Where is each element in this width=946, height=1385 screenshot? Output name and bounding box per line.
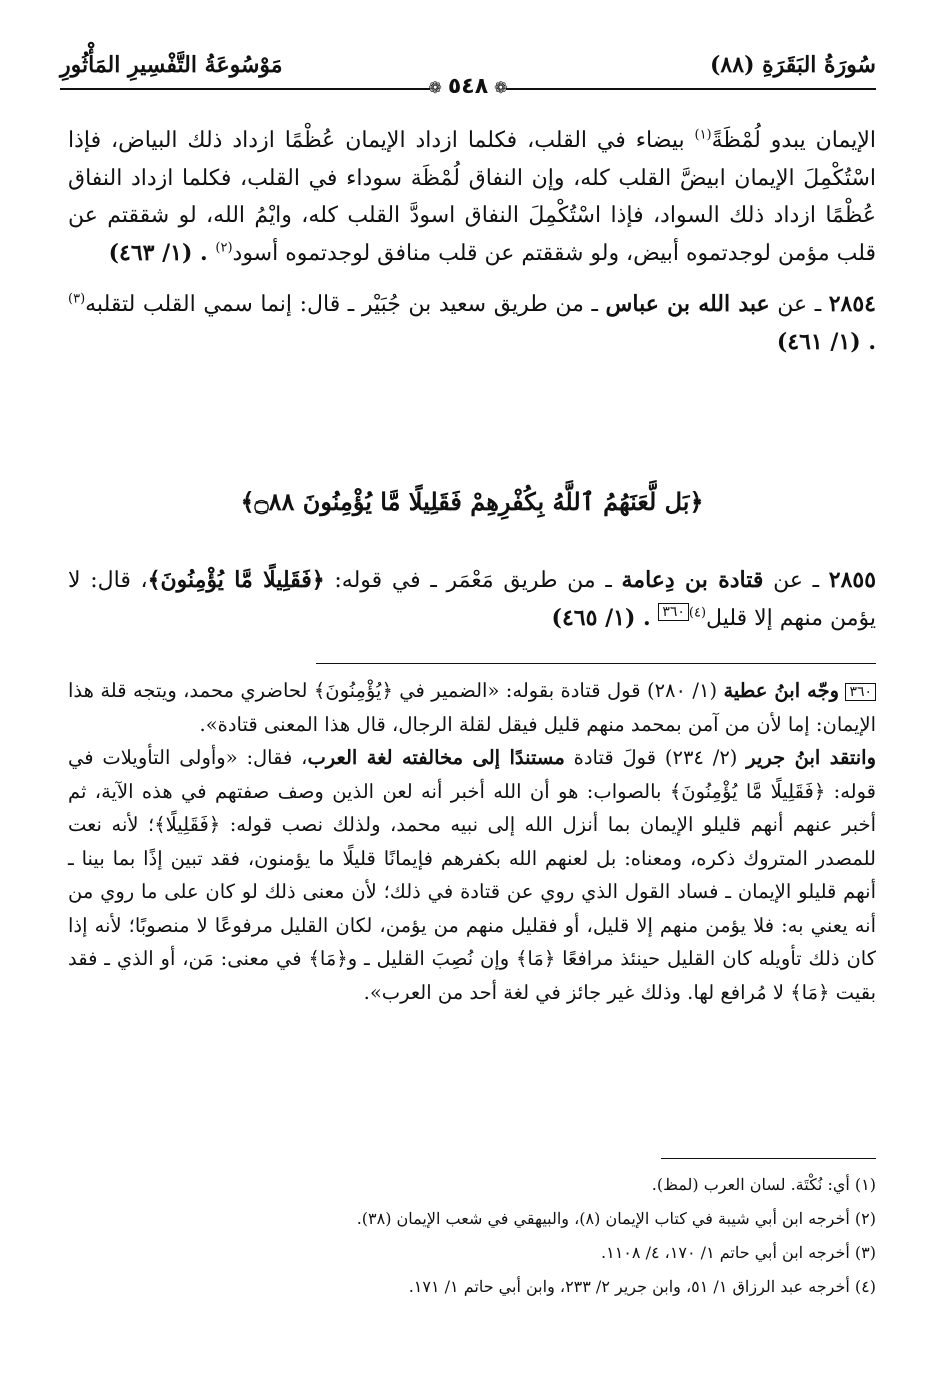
page-number-text: ٥٤٨	[447, 74, 489, 99]
footnotes	[68, 1168, 876, 1304]
book-title: مَوْسُوعَةُ التَّفْسِيرِ المَأْثُورِ	[60, 52, 283, 78]
footnote-divider	[661, 1158, 876, 1159]
narration-text: ـ من طريق مَعْمَر ـ في قوله:	[324, 568, 622, 593]
narration-text: ـ عن	[763, 568, 829, 593]
footnote-marker: (١)	[694, 127, 712, 143]
passage-continued	[68, 122, 876, 272]
commentary-tag: ٣٦٠	[845, 683, 876, 701]
commentary-lead: وانتقد ابنُ جرير	[746, 746, 876, 769]
narration-text: ـ عن	[769, 292, 829, 317]
narration-text: ـ من طريق سعيد بن جُبَيْر ـ قال: إنما سمي القلب لتقلبه	[85, 292, 606, 317]
footnote-marker: (٢)	[215, 240, 233, 256]
running-header	[60, 48, 876, 99]
passage-text: الإيمان يبدو لُمْظَةً	[711, 128, 876, 153]
footnote-marker: (٣)	[68, 291, 86, 307]
commentary-text: (٢/ ٢٣٤) قولَ قتادة	[564, 746, 747, 769]
commentary-marker: ٣٦٠	[658, 603, 689, 621]
narration-2854	[68, 286, 876, 361]
narration-text: ، قال: لا يؤمن منهم إلا قليل	[68, 568, 876, 631]
page-number	[60, 74, 876, 99]
commentary-text: ، فقال: «وأولى التأويلات في قوله: ﴿فَقَلِيلًا مَّا يُؤْمِنُونَ﴾ بالصواب: هو أن الله أخبر أنه لعن الذين وصف صفتهم في هذه الآية، ثم أخبر عنهم أنهم قليلو الإيمان بما أنزل الله إلى نبيه محمد، ولذلك نصب قوله: ﴿فَقَلِيلًا﴾؛ لأنه نعت للمصدر المتروك ذكره، ومعناه: بل لعنهم الله بكفرهم فإيمانًا قليلًا ما يؤمنون، فقد تبين إذًا بما بينا ـ أنهم قليلو الإيمان ـ فساد القول الذي روي عن قتادة في ذلك؛ لأن معنى ذلك لو كان على ما روي من أنه يعني به: فلا يؤمن منهم إلا قليل، أو فقليل منهم من يؤمن، لكان القليل مرفوعًا لا منصوبًا؛ لأنه إذا كان ذلك تأويله كان القليل حينئذ مرافعًا ﴿مَا﴾ وإن نُصِبَ القليل ـ و﴿مَا﴾ في معنى: مَن، أو الذي ـ فقد بقيت ﴿مَا﴾ لا مُرافع لها. وذلك غير جائز في لغة أحد من العرب».	[68, 746, 876, 1004]
surah-title: سُورَةُ البَقَرَةِ (٨٨)	[710, 52, 876, 78]
footnote-4: (٤) أخرجه عبد الرزاق ١/ ٥١، وابن جرير ٢/ ٢٣٣، وابن أبي حاتم ١/ ١٧١.	[408, 1277, 876, 1296]
narration-number: ٢٨٥٤	[828, 291, 876, 317]
volume-reference: . (١/ ٤٦٣)	[108, 239, 216, 266]
passage-text: بيضاء في القلب، فكلما ازداد الإيمان عُظْمًا ازداد ذلك البياض، فإذا اسْتُكْمِلَ الإيمان ابيضَّ القلب كله، وإن النفاق لُمْظَة سوداء في القلب، فكلما ازداد النفاق عُظْمًا ازداد ذلك السواد، فإذا اسْتُكْمِلَ النفاق اسودَّ القلب كله، وايْمُ الله، لو شققتم عن قلب مؤمن لوجدتموه أبيض، ولو شققتم عن قلب منافق لوجدتموه أسود	[68, 128, 876, 266]
quran-verse: ﴿بَل لَّعَنَهُمُ ٱللَّهُ بِكُفْرِهِمْ فَقَلِيلًا مَّا يُؤْمِنُونَ ۝٨٨﴾	[240, 487, 704, 516]
ornament-icon: ❁	[428, 78, 442, 97]
footnote-2: (٢) أخرجه ابن أبي شيبة في كتاب الإيمان (٨)، والبيهقي في شعب الإيمان (٣٨).	[356, 1209, 876, 1228]
narrator-name: قتادة بن دِعامة	[621, 567, 764, 593]
narration-number: ٢٨٥٥	[828, 567, 877, 593]
main-text	[68, 122, 876, 361]
commentary-emphasis: مستندًا إلى مخالفته لغة العرب	[307, 746, 565, 769]
commentary-lead: وجّه ابنُ عطية	[723, 679, 840, 702]
volume-reference: . (١/ ٤٦١)	[776, 328, 876, 355]
commentary-text: (١/ ٢٨٠) قول قتادة بقوله: «الضمير في ﴿يُؤْمِنُونَ﴾ لحاضري محمد، ويتجه قلة هذا الإيمان: إما لأن من آمن بمحمد منهم قليل فيقل لقلة الرجال، قال هذا المعنى قتادة».	[68, 679, 876, 736]
footnote-marker: (٤)	[688, 605, 707, 621]
commentary-divider	[316, 663, 876, 664]
ornament-icon: ❁	[494, 78, 508, 97]
footnote-3: (٣) أخرجه ابن أبي حاتم ١/ ١٧٠، ٤/ ١١٠٨.	[601, 1243, 876, 1262]
narration-2855	[68, 562, 876, 637]
footnote-1: (١) أي: نُكْتَة. لسان العرب (لمظ).	[651, 1175, 876, 1194]
verse-quote: ﴿فَقَلِيلًا مَّا يُؤْمِنُونَ﴾	[147, 567, 325, 593]
volume-reference: . (١/ ٤٦٥)	[551, 604, 659, 631]
narrator-name: عبد الله بن عباس	[605, 291, 770, 317]
commentary-note	[68, 674, 876, 1009]
